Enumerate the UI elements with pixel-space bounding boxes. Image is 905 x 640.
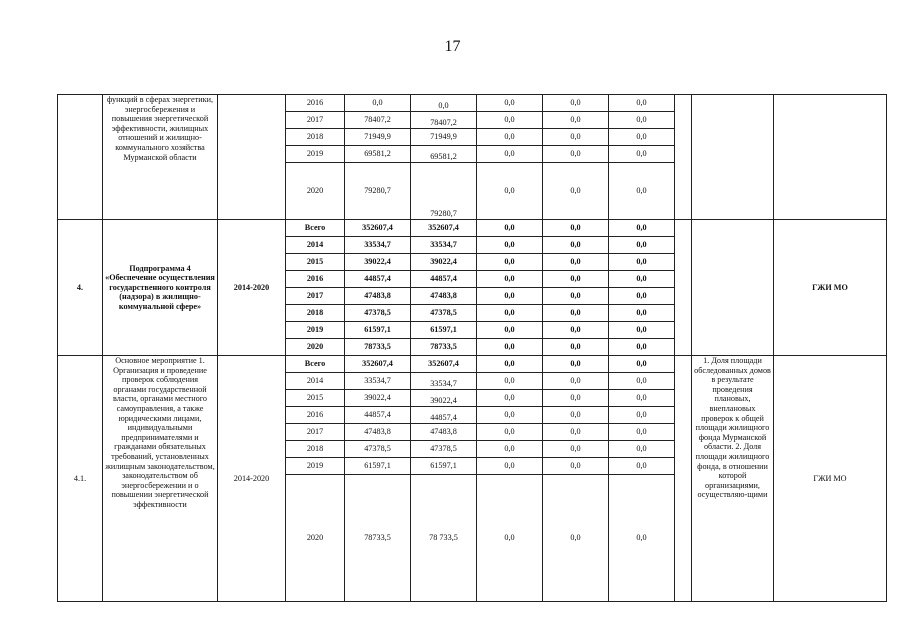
- table-row: 2019 61597,1 61597,1 0,0 0,0 0,0: [58, 458, 887, 475]
- table-row: 2020 78733,5 78733,5 0,0 0,0 0,0: [58, 339, 887, 356]
- row-number-cell: [58, 95, 103, 220]
- spacer-cell: [675, 220, 692, 356]
- measure-description: функций в сферах энергетики, энергосбережения и повышения энергетической эффективности, жилищных отношений и жилищно-коммунального хозяйства Мурманской области: [103, 95, 218, 220]
- period-cell: 2014-2020: [218, 356, 286, 602]
- period-cell: 2014-2020: [218, 220, 286, 356]
- table-row: 2015 39022,4 39022,4 0,0 0,0 0,0: [58, 390, 887, 407]
- table-row: 2020 79280,7 79280,7 0,0 0,0 0,0: [58, 163, 887, 220]
- subprogram-title: Подпрограмма 4 «Обеспечение осуществления государственного контроля (надзора) в жилищно-коммунальной сфере»: [103, 220, 218, 356]
- table-row: 2017 47483,8 47483,8 0,0 0,0 0,0: [58, 288, 887, 305]
- table-row: функций в сферах энергетики, энергосбережения и повышения энергетической эффективности, жилищных отношений и жилищно-коммунального хозяйства Мурманской области 2016 0,0 0,0 0,0 0,0 0,0: [58, 95, 887, 112]
- table-row: 2020 78733,5 78 733,5 0,0 0,0 0,0: [58, 475, 887, 602]
- table-row: 2018 47378,5 47378,5 0,0 0,0 0,0: [58, 441, 887, 458]
- executor-cell: ГЖИ МО: [774, 220, 887, 356]
- measure-description: Основное мероприятие 1. Организация и проведение проверок соблюдения органами государственной власти, органами местного самоуправления, а также юридическими лицами, индивидуальными предпринимателями и гражданами обязательных требований, установленных жилищным законодательством, законодательством об энергосбережении и о повышении энергетической эффективности: [103, 356, 218, 602]
- indicator-cell: [692, 220, 774, 356]
- page-number: 17: [444, 38, 461, 55]
- table-row: 2015 39022,4 39022,4 0,0 0,0 0,0: [58, 254, 887, 271]
- spacer-cell: [675, 356, 692, 602]
- executor-cell: [774, 95, 887, 220]
- table-row: 4. Подпрограмма 4 «Обеспечение осуществления государственного контроля (надзора) в жилищно-коммунальной сфере» 2014-2020 Всего 352607,4 352607,4 0,0 0,0 0,0 ГЖИ МО: [58, 220, 887, 237]
- table-row: 2014 33534,7 33534,7 0,0 0,0 0,0: [58, 373, 887, 390]
- indicator-cell: 1. Доля площади обследованных домов в результате проведения плановых, внеплановых проверок к общей площади жилищного фонда Мурманской области. 2. Доля площади жилищного фонда, в отношении которой организациями, осуществляю-щими: [692, 356, 774, 602]
- table-row: 2014 33534,7 33534,7 0,0 0,0 0,0: [58, 237, 887, 254]
- program-table: [57, 94, 887, 602]
- table-row: 2019 61597,1 61597,1 0,0 0,0 0,0: [58, 322, 887, 339]
- table-row: 2016 44857,4 44857,4 0,0 0,0 0,0: [58, 271, 887, 288]
- indicator-cell: [692, 95, 774, 220]
- table-row: 2017 47483,8 47483,8 0,0 0,0 0,0: [58, 424, 887, 441]
- table-row: 2019 69581,2 69581,2 0,0 0,0 0,0: [58, 146, 887, 163]
- table-row: 2018 71949,9 71949,9 0,0 0,0 0,0: [58, 129, 887, 146]
- spacer-cell: [675, 95, 692, 220]
- table-row: 2016 44857,4 44857,4 0,0 0,0 0,0: [58, 407, 887, 424]
- executor-cell: ГЖИ МО: [774, 356, 887, 602]
- row-number-cell: 4.: [58, 220, 103, 356]
- table-row: 2018 47378,5 47378,5 0,0 0,0 0,0: [58, 305, 887, 322]
- period-cell: [218, 95, 286, 220]
- row-number-cell: 4.1.: [58, 356, 103, 602]
- table-row: 4.1. Основное мероприятие 1. Организация и проведение проверок соблюдения органами государственной власти, органами местного самоуправления, а также юридическими лицами, индивидуальными предпринимателями и гражданами обязательных требований, установленных жилищным законодательством, законодательством об энергосбережении и о повышении энергетической эффективности 2014-2020 Всего 352607,4 352607,4 0,0 0,0 0,0 1. Доля площади обследованных домов в результате проведения плановых, внеплановых проверок к общей площади жилищного фонда Мурманской области. 2. Доля площади жилищного фонда, в отношении которой организациями, осуществляю-щими ГЖИ МО: [58, 356, 887, 373]
- table-row: 2017 78407,2 78407,2 0,0 0,0 0,0: [58, 112, 887, 129]
